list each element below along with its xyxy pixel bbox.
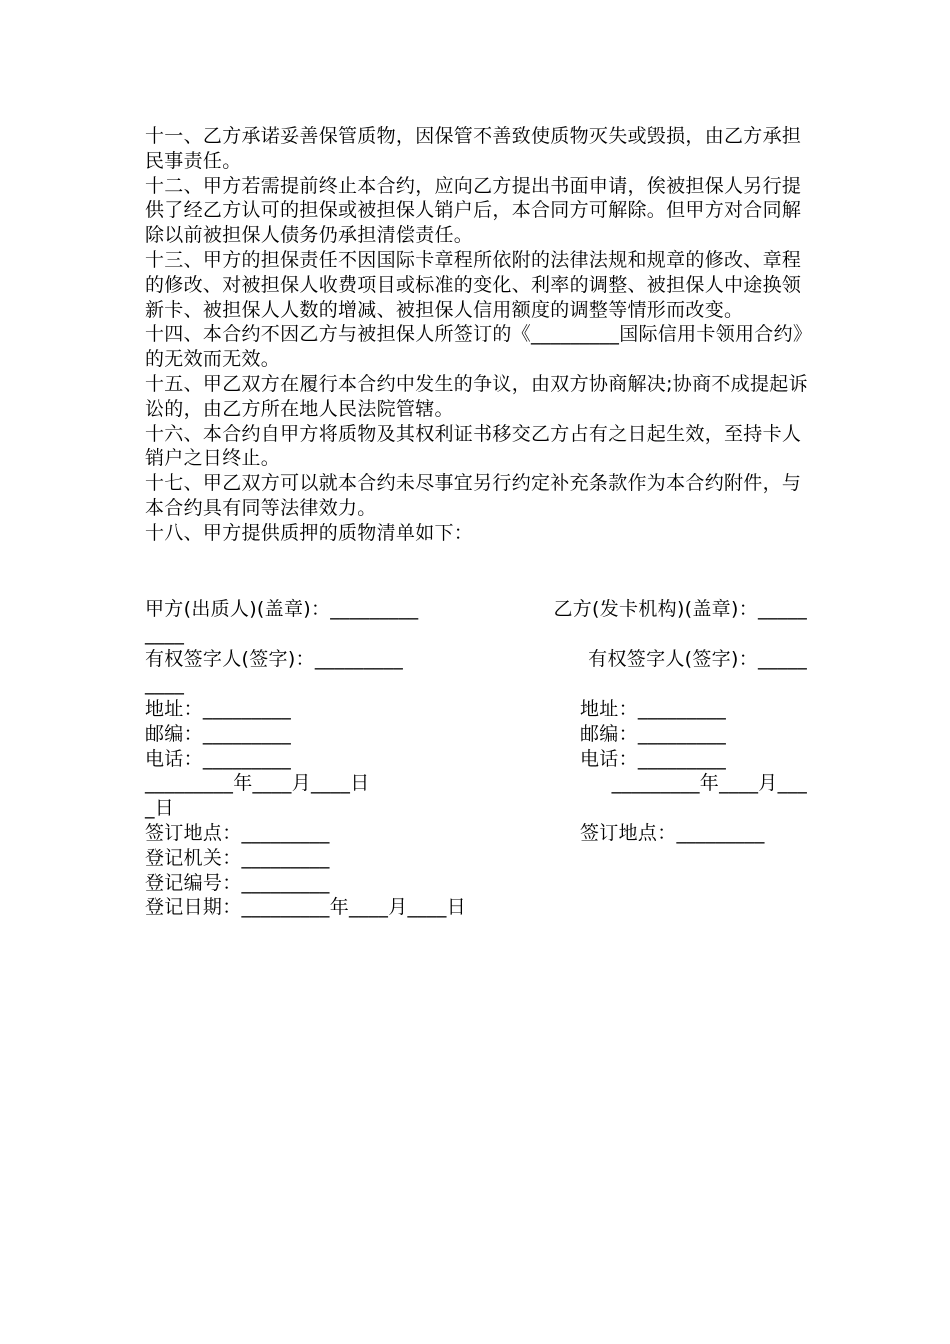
party-b-postcode: 邮编：_________: [580, 722, 727, 745]
party-b-seal-wrap: ____: [145, 622, 185, 645]
clause-11: 十一、乙方承诺妥善保管质物，因保管不善致使质物灭失或毁损，由乙方承担民事责任。: [145, 125, 802, 172]
party-a-phone: 电话：_________: [145, 747, 292, 770]
party-b-date-wrap: _日: [145, 797, 175, 820]
clause-13: 十三、甲方的担保责任不因国际卡章程所依附的法律法规和规章的修改、章程的修改、对被担保人收费项目或标准的变化、利率的调整、被担保人中途换领新卡、被担保人人数的增减、被担保人信用额度的调整等情形而改变。: [145, 248, 802, 321]
party-b-seal: 乙方(发卡机构)(盖章)：_____: [553, 598, 807, 620]
party-a-place: 签订地点：_________: [145, 821, 330, 844]
party-a-address: 地址：_________: [145, 698, 292, 720]
party-a-seal: 甲方(出质人)(盖章)：_________: [145, 598, 419, 620]
party-a-postcode: 邮编：_________: [145, 722, 292, 745]
party-b-place: 签订地点：_________: [580, 821, 765, 844]
party-b-signer: 有权签字人(签字)：_____: [588, 648, 807, 670]
seal-block: [145, 597, 815, 647]
party-a-date: _________年____月____日: [145, 772, 370, 795]
party-b-address: 地址：_________: [580, 698, 727, 720]
clause-12: 十二、甲方若需提前终止本合约，应向乙方提出书面申请，俟被担保人另行提供了经乙方认可的担保或被担保人销户后，本合同方可解除。但甲方对合同解除以前被担保人债务仍承担清偿责任。: [145, 174, 802, 247]
registry-date: 登记日期：_________年____月____日: [145, 896, 467, 919]
contract-clauses: [145, 124, 815, 546]
party-b-date: _________年____月___: [611, 772, 807, 795]
party-b-signer-wrap: ____: [145, 672, 185, 695]
party-details: [145, 697, 815, 920]
registry-office: 登记机关：_________: [145, 846, 330, 869]
clause-15: 十五、甲乙双方在履行本合约中发生的争议，由双方协商解决;协商不成提起诉讼的，由乙方所在地人民法院管辖。: [145, 372, 808, 420]
clause-14: 十四、本合约不因乙方与被担保人所签订的《_________国际信用卡领用合约》的无效而无效。: [145, 323, 813, 371]
clause-18: 十八、甲方提供质押的质物清单如下：: [145, 521, 474, 544]
signer-block: [145, 647, 815, 697]
clause-17: 十七、甲乙双方可以就本合约未尽事宜另行约定补充条款作为本合约附件，与本合约具有同等法律效力。: [145, 472, 802, 519]
party-a-signer: 有权签字人(签字)：_________: [145, 648, 404, 670]
party-b-phone: 电话：_________: [580, 747, 727, 770]
registry-number: 登记编号：_________: [145, 871, 330, 894]
clause-16: 十六、本合约自甲方将质物及其权利证书移交乙方占有之日起生效，至持卡人销户之日终止。: [145, 422, 802, 470]
